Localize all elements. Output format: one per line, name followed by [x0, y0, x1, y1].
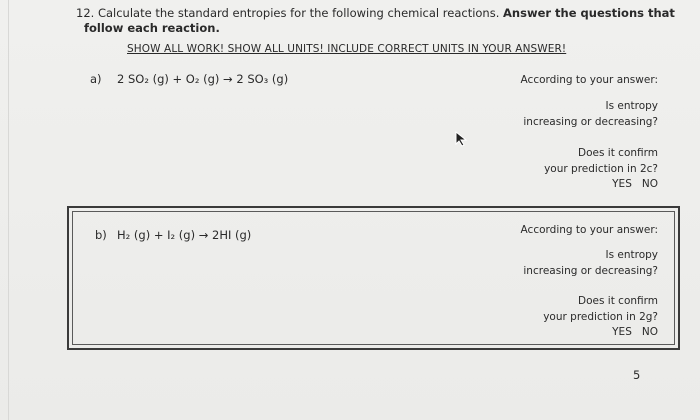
part-b-label: b)	[95, 228, 107, 242]
question-number: 12.	[76, 6, 95, 20]
part-a-yes-no: YES NO	[612, 178, 658, 190]
question-intro: Calculate the standard entropies for the following chemical reactions.	[97, 6, 500, 20]
page-number: 5	[633, 368, 641, 382]
question-intro-bold: Answer the questions that	[503, 6, 675, 20]
part-b-is-entropy: Is entropy	[605, 249, 658, 261]
instructions: SHOW ALL WORK! SHOW ALL UNITS! INCLUDE CORRECT UNITS IN YOUR ANSWER!	[127, 43, 567, 55]
question-header	[76, 6, 675, 21]
mouse-cursor-icon	[455, 131, 469, 151]
part-b-yes-no: YES NO	[612, 326, 658, 338]
part-b-reaction: H₂ (g) + I₂ (g) → 2HI (g)	[117, 228, 252, 242]
part-b-according: According to your answer:	[520, 224, 658, 236]
question-intro-bold-cont: follow each reaction.	[84, 21, 220, 35]
part-a-prediction: your prediction in 2c?	[544, 163, 658, 175]
part-b-prediction: your prediction in 2g?	[543, 311, 658, 323]
part-a-reaction: 2 SO₂ (g) + O₂ (g) → 2 SO₃ (g)	[117, 72, 289, 86]
part-a-inc-dec: increasing or decreasing?	[523, 116, 658, 128]
part-a-according: According to your answer:	[520, 74, 658, 86]
part-b-inc-dec: increasing or decreasing?	[523, 265, 658, 277]
page-margin-line	[8, 0, 9, 420]
part-b-does-confirm: Does it confirm	[578, 295, 658, 307]
part-a-does-confirm: Does it confirm	[578, 147, 658, 159]
part-a-label: a)	[90, 72, 102, 86]
part-a-is-entropy: Is entropy	[605, 100, 658, 112]
